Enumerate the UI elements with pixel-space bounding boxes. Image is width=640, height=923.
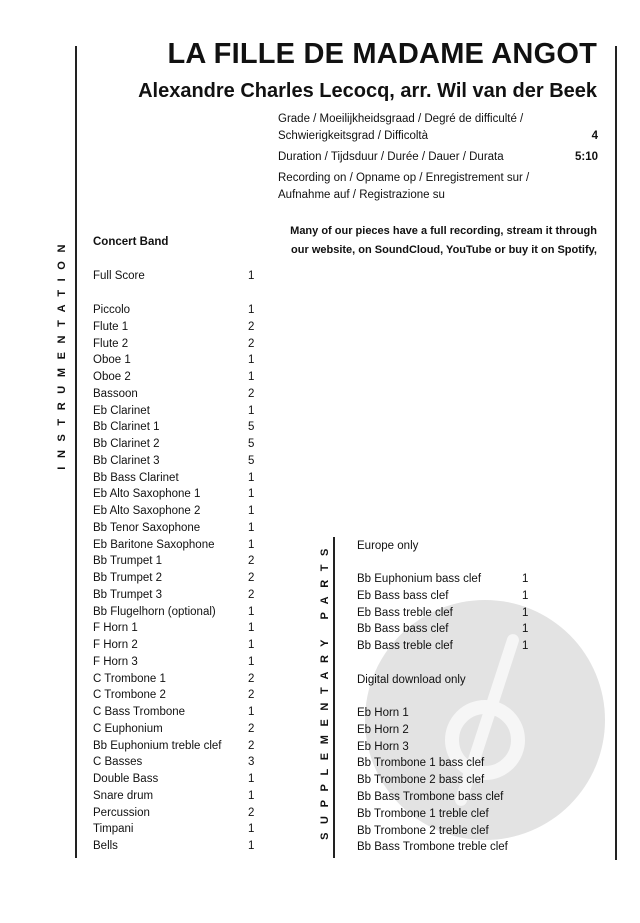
- part-qty: 1: [248, 471, 255, 484]
- part-row: [93, 705, 255, 719]
- part-row: [357, 824, 489, 838]
- part-name: Full Score: [93, 270, 145, 282]
- part-qty: 1: [248, 622, 255, 635]
- part-row: [93, 404, 255, 418]
- part-qty: 2: [248, 387, 255, 400]
- part-row: [93, 772, 255, 786]
- part-row: [93, 353, 255, 367]
- recording-label: Recording on / Opname op / Enregistrement sur /: [278, 172, 530, 184]
- part-name: Bb Trombone 2 bass clef: [357, 774, 485, 787]
- supplementary-divider-line: [333, 537, 335, 858]
- concert-band-heading: Concert Band: [93, 236, 169, 248]
- part-row: [93, 822, 255, 836]
- part-qty: 1: [248, 304, 255, 316]
- part-qty: 2: [248, 806, 255, 819]
- right-border-line: [615, 46, 617, 860]
- part-name: Bb Bass bass clef: [357, 623, 449, 636]
- part-row: [93, 722, 255, 736]
- part-row: [357, 622, 529, 636]
- part-name: Bb Trombone 2 treble clef: [357, 824, 489, 837]
- page-title: LA FILLE DE MADAME ANGOT: [167, 38, 597, 70]
- part-qty: 1: [248, 488, 255, 501]
- grade-value: 4: [591, 130, 598, 142]
- part-qty: 1: [522, 623, 529, 636]
- part-row: [93, 789, 255, 803]
- part-row: [93, 370, 255, 384]
- part-qty: 2: [248, 588, 255, 601]
- part-row: [93, 638, 255, 652]
- part-row: [93, 588, 255, 602]
- europe-only-heading: Europe only: [357, 540, 419, 552]
- part-name: Bb Euphonium treble clef: [93, 739, 222, 752]
- part-name: C Trombone 2: [93, 689, 166, 702]
- part-name: Bb Flugelhorn (optional): [93, 605, 216, 618]
- part-row: [357, 589, 529, 603]
- part-qty: 2: [248, 739, 255, 752]
- part-row: [93, 504, 255, 518]
- part-name: Bb Clarinet 2: [93, 438, 160, 450]
- part-qty: 1: [248, 538, 255, 551]
- part-qty: 1: [248, 639, 255, 651]
- part-row: [93, 655, 255, 669]
- part-qty: 1: [248, 789, 255, 802]
- duration-value: 5:10: [574, 151, 598, 163]
- part-row: [93, 487, 255, 501]
- part-row: [357, 790, 503, 804]
- part-name: Bb Bass Trombone treble clef: [357, 841, 508, 854]
- instrumentation-side-label: INSTRUMENTATION: [56, 236, 68, 470]
- part-row: [93, 387, 255, 401]
- part-row: [93, 337, 255, 351]
- part-qty: 5: [248, 438, 255, 450]
- supplementary-side-label: SUPPLEMENTARY PARTS: [319, 540, 331, 840]
- part-name: Eb Horn 2: [357, 723, 409, 736]
- duration-label: Duration / Tijdsduur / Durée / Dauer / Durata: [278, 151, 504, 163]
- part-row: [93, 672, 255, 686]
- part-qty: 1: [522, 573, 529, 585]
- part-qty: 2: [248, 555, 255, 568]
- part-name: Bb Euphonium bass clef: [357, 573, 482, 585]
- part-name: Bb Tenor Saxophone: [93, 521, 201, 534]
- part-name: Double Bass: [93, 773, 159, 785]
- part-row: [93, 571, 255, 585]
- part-qty: 2: [248, 672, 255, 685]
- part-name: C Bass Trombone: [93, 706, 186, 718]
- part-row: [357, 840, 508, 854]
- digital-only-heading: Digital download only: [357, 674, 466, 686]
- part-qty: 1: [248, 706, 255, 718]
- part-name: Eb Clarinet: [93, 404, 150, 417]
- part-qty: 1: [248, 270, 255, 282]
- part-row: [93, 739, 255, 753]
- part-row: [93, 839, 255, 853]
- part-qty: 1: [522, 640, 529, 653]
- part-row: [93, 420, 255, 434]
- part-name: Oboe 1: [93, 354, 131, 367]
- part-qty: 1: [248, 605, 255, 618]
- part-name: Snare drum: [93, 789, 154, 802]
- part-qty: 2: [248, 722, 255, 735]
- part-qty: 1: [522, 589, 529, 602]
- part-qty: 2: [248, 572, 255, 584]
- part-name: Bells: [93, 840, 118, 852]
- part-name: Piccolo: [93, 304, 131, 316]
- part-name: Eb Alto Saxophone 1: [93, 488, 201, 501]
- part-row: [93, 806, 255, 820]
- part-name: Eb Alto Saxophone 2: [93, 505, 201, 517]
- part-row: [93, 755, 255, 769]
- part-qty: 2: [248, 320, 255, 333]
- part-row: [357, 706, 409, 720]
- part-name: Eb Horn 3: [357, 740, 409, 753]
- part-name: F Horn 2: [93, 639, 138, 651]
- grade-label: Schwierigkeitsgrad / Difficoltà: [278, 130, 428, 142]
- part-name: C Trombone 1: [93, 672, 166, 685]
- part-name: Eb Horn 1: [357, 707, 409, 719]
- part-name: Percussion: [93, 806, 150, 819]
- part-name: F Horn 3: [93, 655, 138, 668]
- part-name: Bb Trombone 1 bass clef: [357, 757, 485, 770]
- part-row: [93, 303, 255, 317]
- part-name: C Basses: [93, 756, 143, 769]
- part-qty: 3: [248, 756, 255, 769]
- part-qty: 1: [248, 371, 255, 383]
- part-row: [93, 437, 255, 451]
- recording-info: [278, 170, 598, 204]
- left-border-line: [75, 46, 77, 858]
- part-qty: 1: [522, 606, 529, 619]
- part-qty: 1: [248, 404, 255, 417]
- part-name: Eb Bass treble clef: [357, 606, 453, 619]
- part-name: Bb Bass treble clef: [357, 640, 453, 653]
- part-name: Flute 2: [93, 337, 129, 350]
- part-qty: 2: [248, 689, 255, 702]
- part-row: [357, 740, 409, 754]
- part-name: Bb Trumpet 2: [93, 572, 163, 584]
- part-row: [93, 538, 255, 552]
- part-name: Oboe 2: [93, 371, 131, 383]
- part-row: [357, 807, 489, 821]
- part-qty: 1: [248, 773, 255, 785]
- part-qty: 1: [248, 823, 255, 836]
- grade-info: [278, 111, 598, 145]
- part-qty: 1: [248, 505, 255, 517]
- part-qty: 1: [248, 521, 255, 534]
- part-name: Eb Bass bass clef: [357, 589, 449, 602]
- note-line: Many of our pieces have a full recording, stream it through: [290, 225, 597, 237]
- part-name: Bb Clarinet 3: [93, 454, 160, 467]
- part-row: [93, 605, 255, 619]
- part-qty: 1: [248, 840, 255, 852]
- part-qty: 1: [248, 354, 255, 367]
- part-name: Bassoon: [93, 387, 138, 400]
- part-row: [357, 756, 484, 770]
- part-qty: 1: [248, 655, 255, 668]
- part-row: [93, 320, 255, 334]
- part-name: C Euphonium: [93, 722, 163, 735]
- part-row: [357, 606, 529, 620]
- part-row: [357, 723, 409, 737]
- part-name: Bb Bass Clarinet: [93, 471, 179, 484]
- part-qty: 2: [248, 337, 255, 350]
- part-row: [93, 454, 255, 468]
- part-row: [357, 572, 529, 586]
- duration-info: [278, 149, 598, 166]
- part-name: Eb Baritone Saxophone: [93, 538, 215, 551]
- note-line: our website, on SoundCloud, YouTube or buy it on Spotify,: [291, 244, 597, 256]
- part-qty: 5: [248, 421, 255, 434]
- part-name: Bb Trombone 1 treble clef: [357, 807, 489, 820]
- part-row: [93, 471, 255, 485]
- part-name: Bb Trumpet 3: [93, 588, 163, 601]
- part-row: [93, 621, 255, 635]
- grade-label: Grade / Moeilijkheidsgraad / Degré de difficulté /: [278, 113, 524, 125]
- part-row: [93, 521, 255, 535]
- part-row: [357, 773, 484, 787]
- part-row: [357, 639, 529, 653]
- part-name: Timpani: [93, 823, 134, 836]
- part-qty: 5: [248, 454, 255, 467]
- part-name: Bb Clarinet 1: [93, 421, 160, 434]
- part-row: [93, 688, 255, 702]
- part-row: [93, 554, 255, 568]
- part-name: F Horn 1: [93, 622, 138, 635]
- part-name: Bb Trumpet 1: [93, 555, 163, 568]
- composer-arranger: Alexandre Charles Lecocq, arr. Wil van der Beek: [138, 80, 597, 102]
- full-score-row: [93, 269, 255, 283]
- recording-label: Aufnahme auf / Registrazione su: [278, 189, 445, 201]
- part-name: Flute 1: [93, 320, 129, 333]
- part-name: Bb Bass Trombone bass clef: [357, 791, 504, 803]
- recording-note: [277, 222, 597, 260]
